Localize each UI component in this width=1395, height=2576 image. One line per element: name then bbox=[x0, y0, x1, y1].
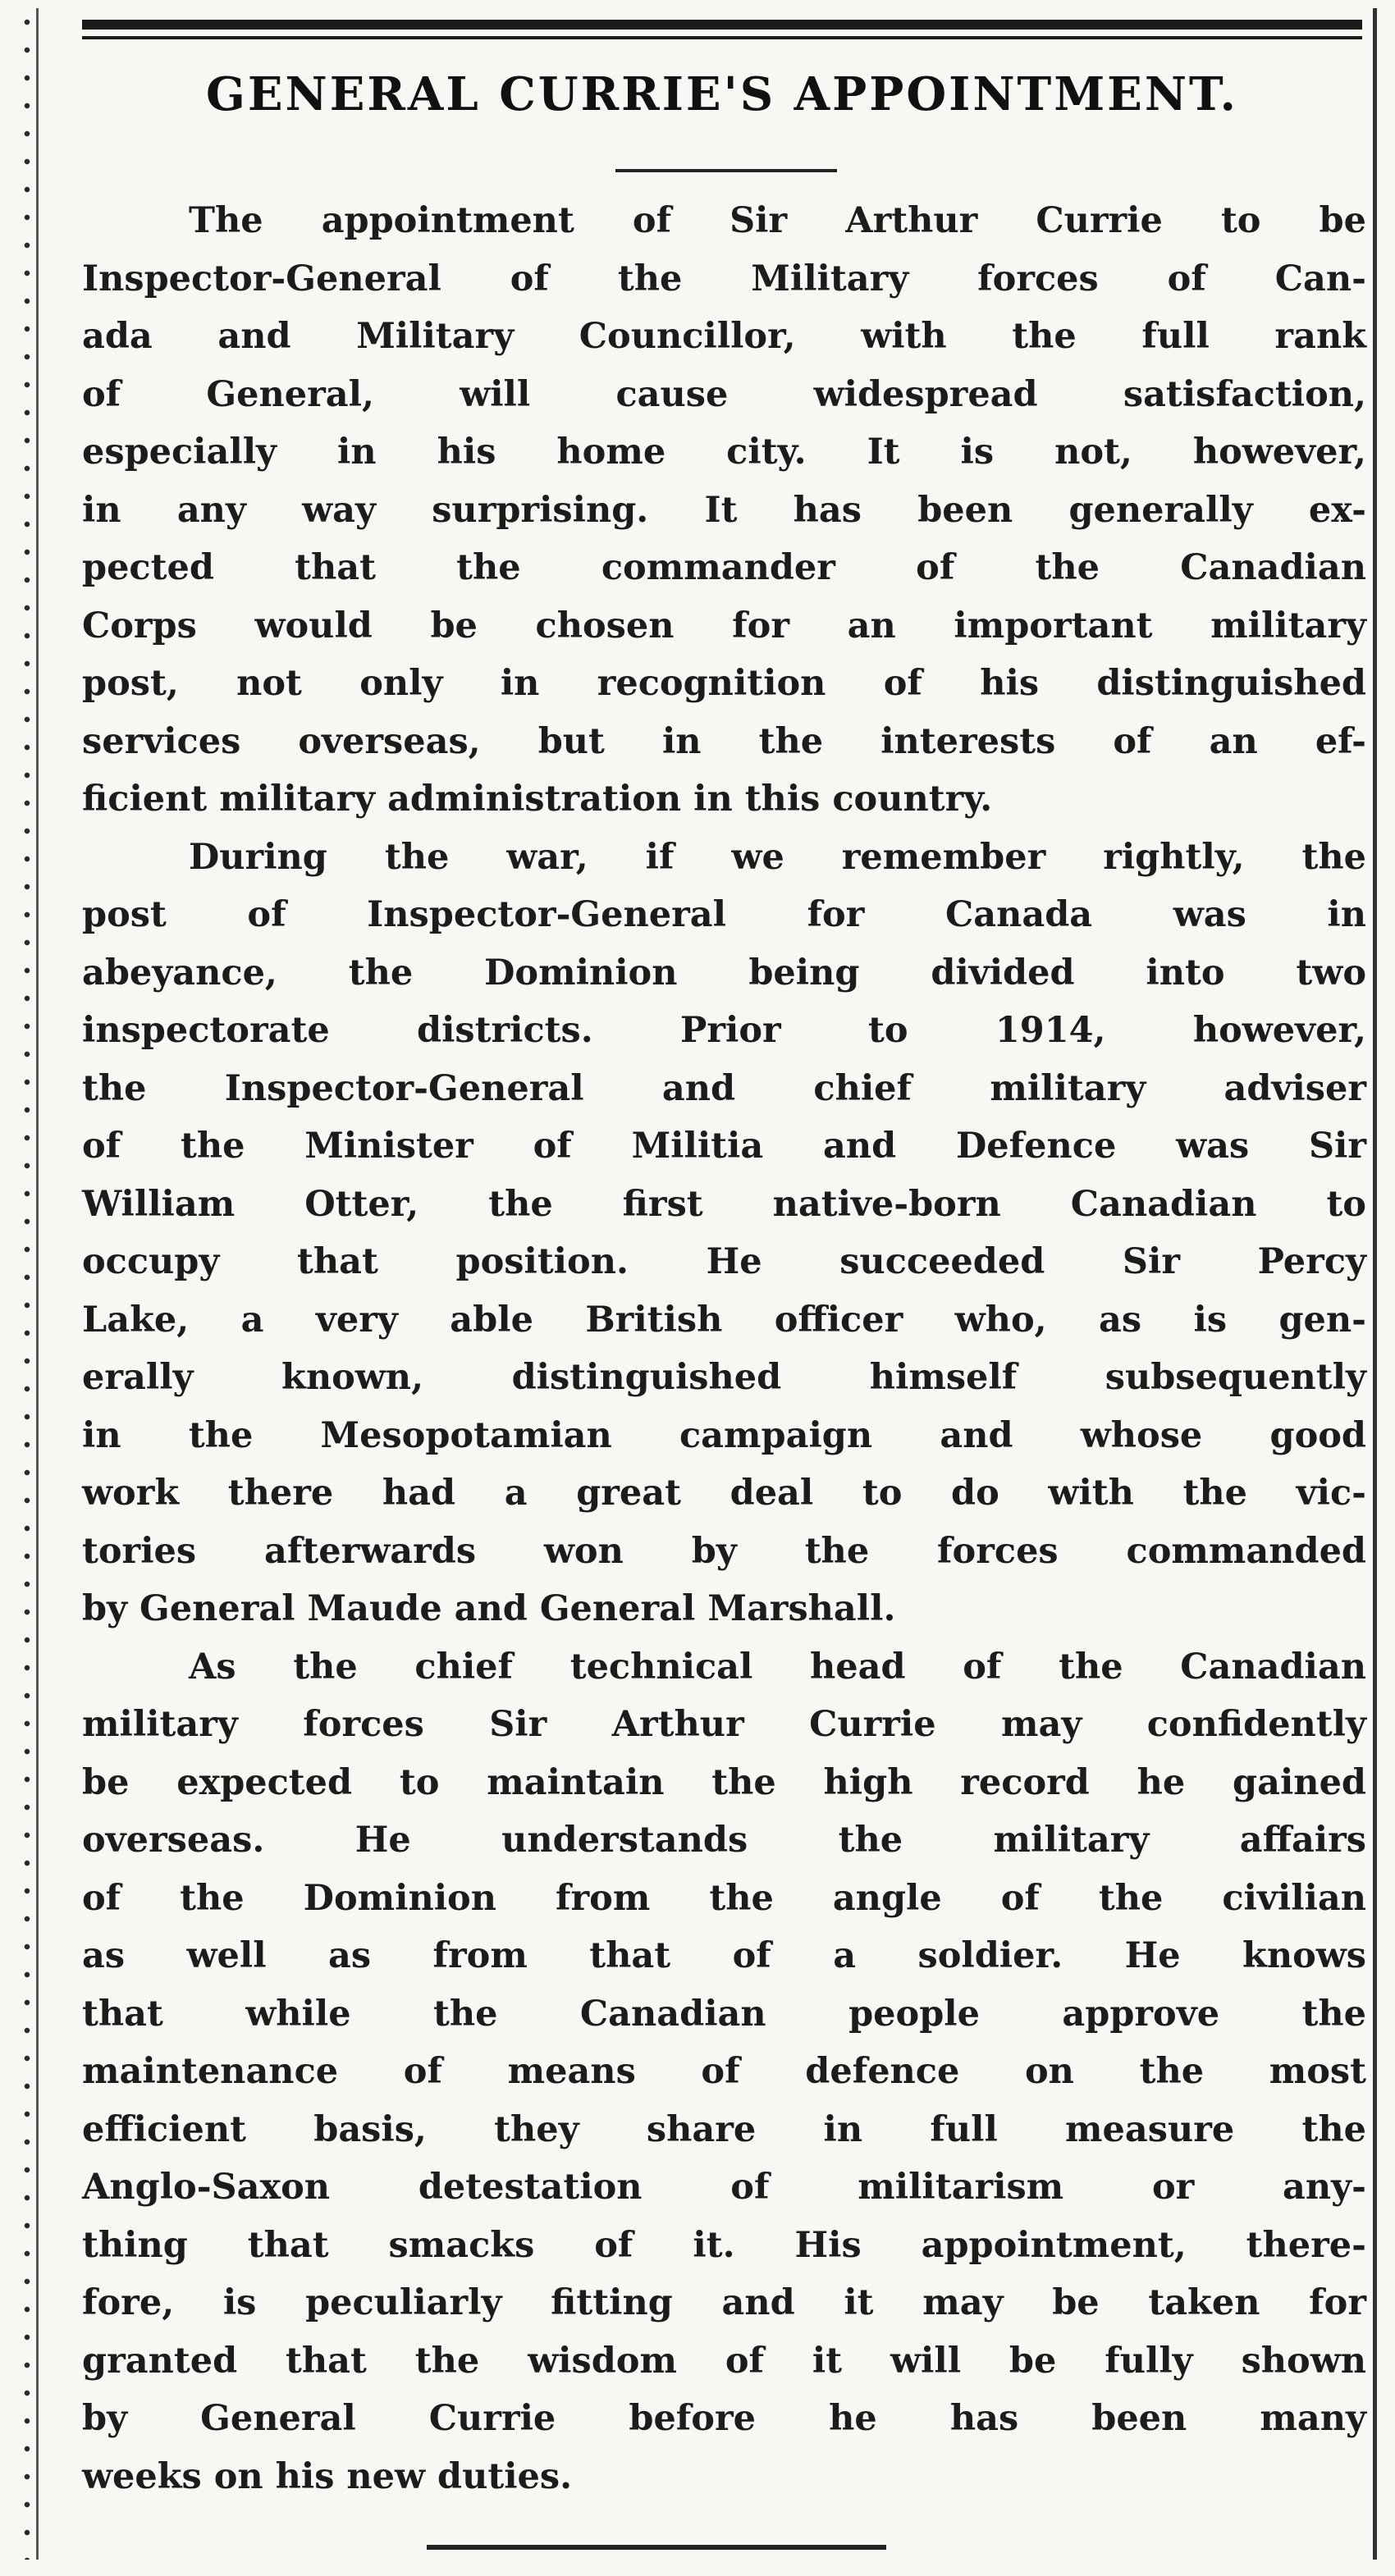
text-line: especially in his home city. It is not, however, bbox=[82, 432, 1366, 473]
text-line: abeyance, the Dominion being divided into two bbox=[82, 952, 1366, 993]
text-line: Corps would be chosen for an important military bbox=[82, 605, 1366, 646]
text-line: services overseas, but in the interests of an ef- bbox=[82, 720, 1366, 762]
text-line: work there had a great deal to do with the vic- bbox=[82, 1473, 1366, 1514]
article-body bbox=[82, 192, 1366, 2505]
text-line: overseas. He understands the military affairs bbox=[82, 1820, 1366, 1861]
headline-rule bbox=[615, 169, 837, 172]
text-line: granted that the wisdom of it will be fully shown bbox=[82, 2340, 1366, 2382]
article-headline: GENERAL CURRIE'S APPOINTMENT. bbox=[206, 67, 1238, 121]
text-line: thing that smacks of it. His appointment, there- bbox=[82, 2224, 1366, 2266]
text-line: inspectorate districts. Prior to 1914, however, bbox=[82, 1010, 1366, 1051]
text-line: by General Maude and General Marshall. bbox=[82, 1588, 896, 1629]
text-line: in any way surprising. It has been generally ex- bbox=[82, 489, 1366, 531]
text-line: pected that the commander of the Canadian bbox=[82, 547, 1366, 588]
text-line: of the Dominion from the angle of the civilian bbox=[82, 1877, 1366, 1919]
text-line: occupy that position. He succeeded Sir Percy bbox=[82, 1241, 1366, 1282]
text-line: Anglo-Saxon detestation of militarism or any- bbox=[82, 2167, 1366, 2208]
bottom-rule bbox=[427, 2545, 886, 2550]
text-line: During the war, if we remember rightly, the bbox=[189, 836, 1366, 878]
text-line: tories afterwards won by the forces commanded bbox=[82, 1530, 1366, 1572]
column-rule-dotted bbox=[23, 8, 31, 2560]
text-line: that while the Canadian people approve the bbox=[82, 1993, 1366, 2035]
text-line: as well as from that of a soldier. He knows bbox=[82, 1935, 1366, 1976]
text-line: The appointment of Sir Arthur Currie to be bbox=[189, 200, 1366, 241]
text-line: post, not only in recognition of his distinguished bbox=[82, 663, 1366, 704]
top-rule-thick bbox=[82, 20, 1362, 30]
text-line: ficient military administration in this country. bbox=[82, 779, 993, 820]
text-line: fore, is peculiarly fitting and it may be taken for bbox=[82, 2282, 1366, 2323]
text-line: efficient basis, they share in full measure the bbox=[82, 2108, 1366, 2150]
text-line: erally known, distinguished himself subsequently bbox=[82, 1357, 1366, 1398]
text-line: post of Inspector-General for Canada was in bbox=[82, 894, 1366, 935]
text-line: of General, will cause widespread satisfaction, bbox=[82, 373, 1366, 415]
text-line: maintenance of means of defence on the most bbox=[82, 2051, 1366, 2092]
text-line: weeks on his new duties. bbox=[82, 2455, 573, 2497]
top-rule-thin bbox=[82, 36, 1362, 39]
text-line: of the Minister of Militia and Defence was Sir bbox=[82, 1126, 1366, 1167]
text-line: Inspector-General of the Military forces of Can- bbox=[82, 258, 1366, 299]
text-line: Lake, a very able British officer who, as is gen- bbox=[82, 1299, 1366, 1341]
text-line: the Inspector-General and chief military adviser bbox=[82, 1067, 1366, 1109]
column-rule-right bbox=[1373, 8, 1377, 2560]
column-rule-left bbox=[36, 8, 39, 2560]
text-line: in the Mesopotamian campaign and whose good bbox=[82, 1414, 1366, 1456]
text-line: As the chief technical head of the Canadian bbox=[189, 1646, 1366, 1688]
text-line: military forces Sir Arthur Currie may confidently bbox=[82, 1704, 1366, 1745]
text-line: William Otter, the first native-born Canadian to bbox=[82, 1183, 1366, 1225]
text-line: be expected to maintain the high record he gained bbox=[82, 1761, 1366, 1803]
text-line: by General Currie before he has been many bbox=[82, 2398, 1366, 2439]
text-line: ada and Military Councillor, with the full rank bbox=[82, 316, 1366, 357]
